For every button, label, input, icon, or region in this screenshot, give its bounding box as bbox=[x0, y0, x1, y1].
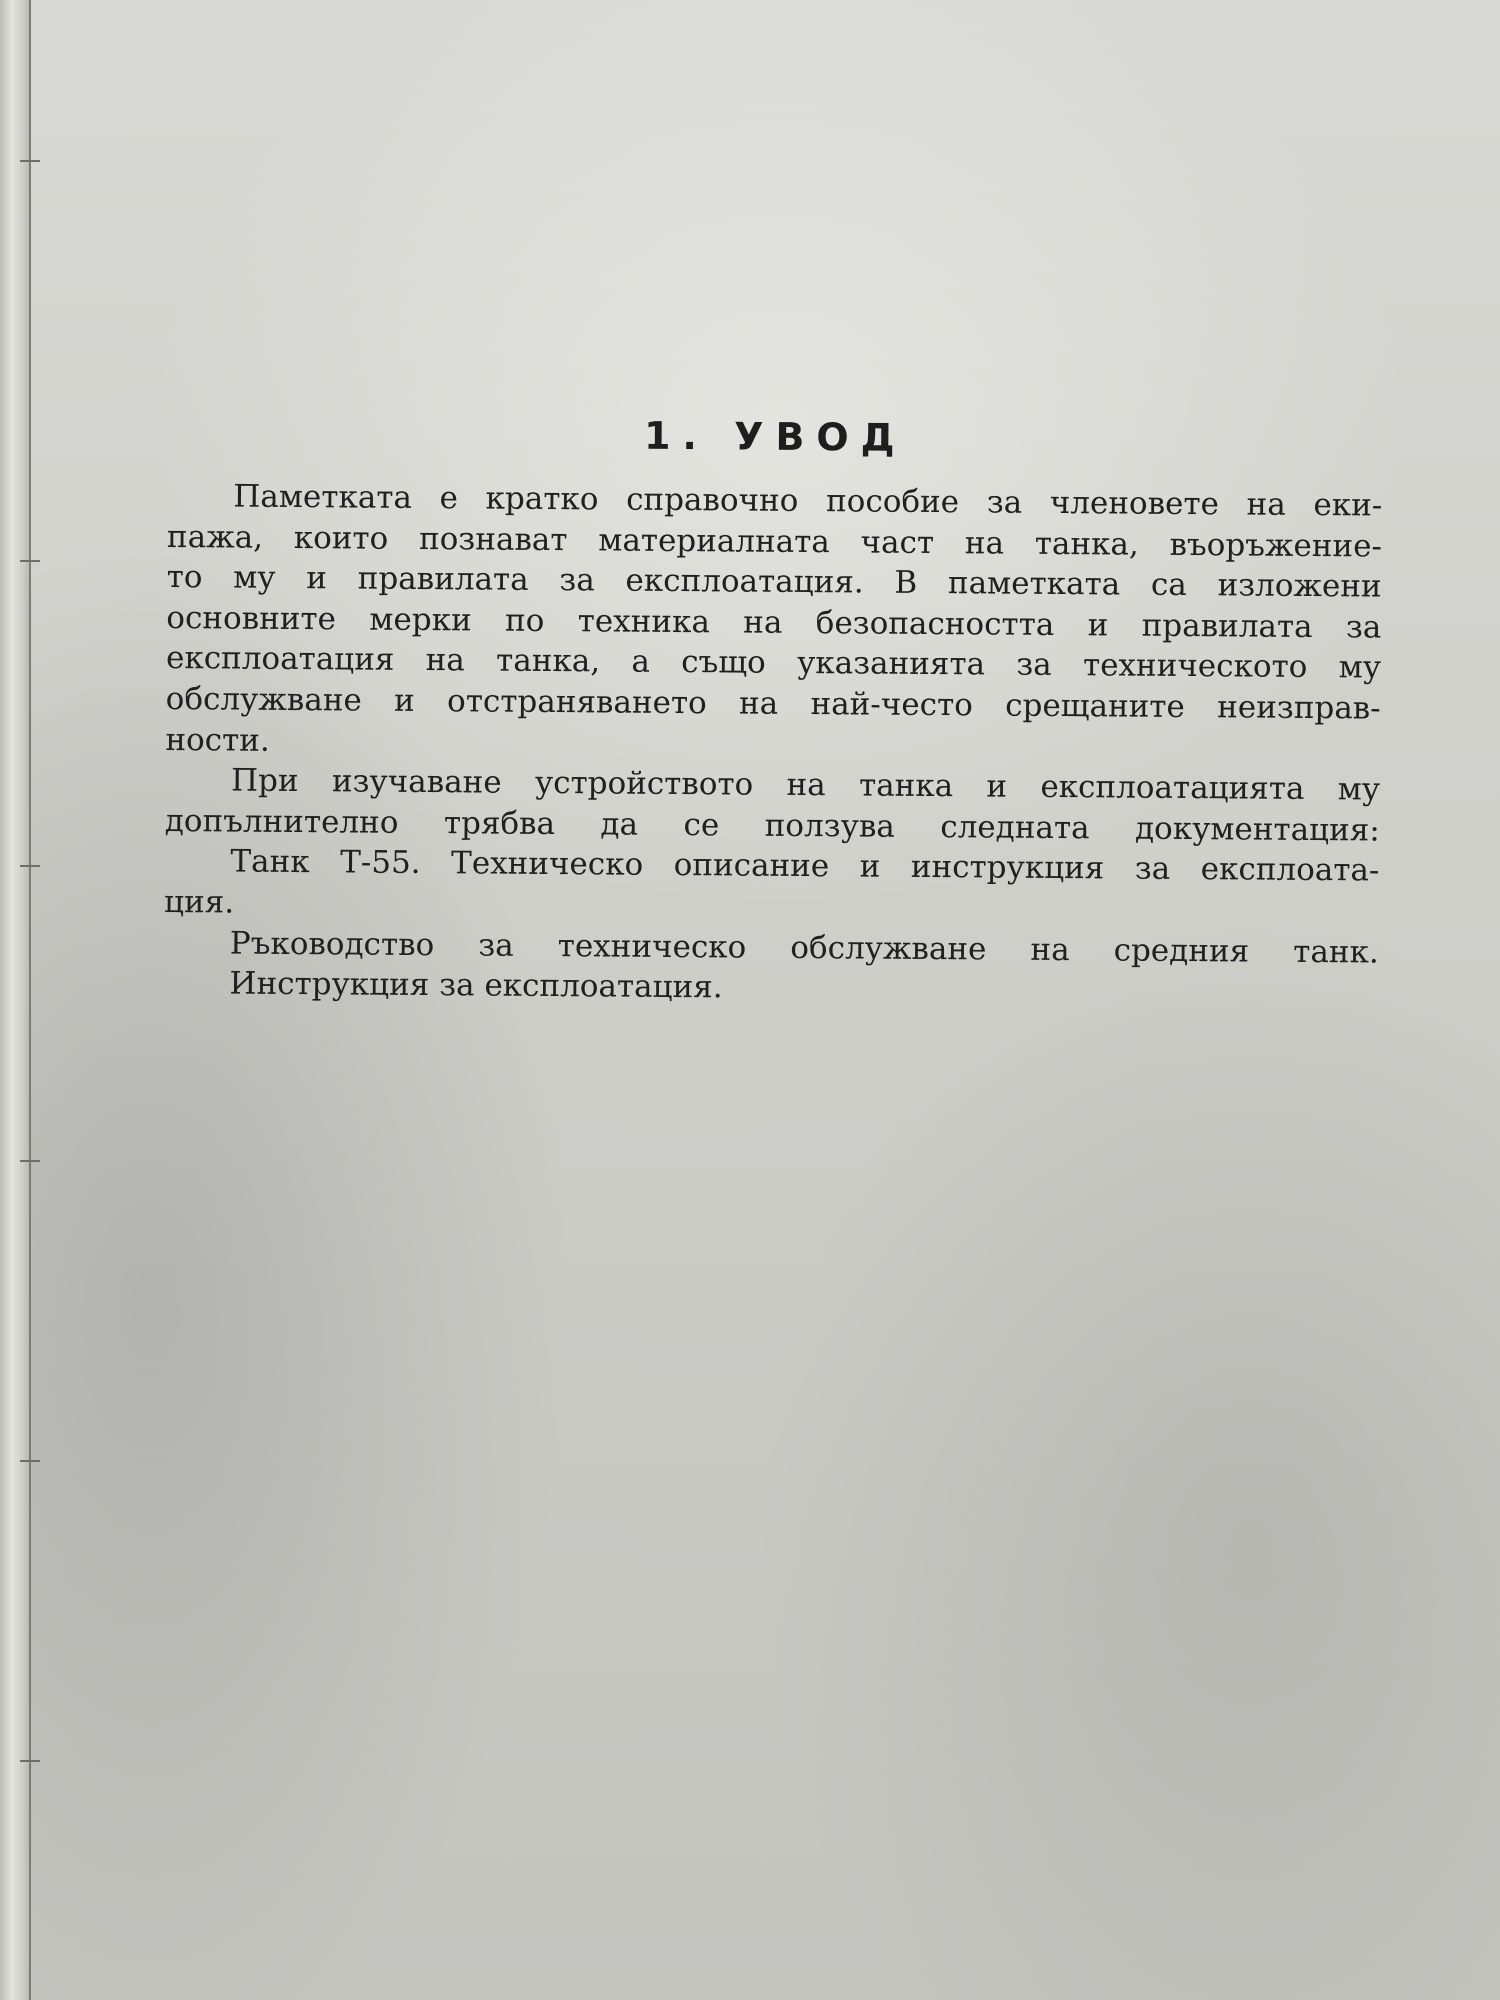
text-line: Инструкция за експлоатация. bbox=[229, 965, 723, 1006]
section-heading: 1. УВОД bbox=[643, 413, 907, 460]
text-line: основните мерки по техника на безопасността и правилата за bbox=[166, 599, 1382, 646]
binding-stitch bbox=[20, 865, 40, 867]
binding-stitch bbox=[20, 1760, 40, 1762]
text-line: При изучаване устройството на танка и експлоатацията му bbox=[230, 762, 1381, 808]
page-text bbox=[163, 410, 1383, 1013]
binding-edge bbox=[29, 0, 31, 2000]
text-line: то му и правилата за експлоатация. В паметката са изложени bbox=[166, 559, 1382, 605]
text-line: обслужване и отстраняването на най-често срещаните неизправ- bbox=[165, 680, 1381, 727]
text-line: допълнително трябва да се ползува следната документация: bbox=[164, 802, 1380, 849]
paragraph-documentation bbox=[165, 760, 1381, 851]
text-line: експлоатация на танка, а също указанията за техническото му bbox=[165, 640, 1382, 686]
text-line: Ръководство за техническо обслужване на средния танк. bbox=[229, 925, 1379, 971]
text-line: пажа, които познават материалната част на танка, въоръжение- bbox=[166, 518, 1383, 565]
paragraph-reference-2 bbox=[163, 923, 1379, 1014]
text-line: ности. bbox=[165, 721, 270, 759]
binding-stitch bbox=[20, 560, 40, 562]
paragraph-reference-1 bbox=[164, 841, 1380, 932]
page-binding bbox=[0, 0, 30, 2000]
text-line: ция. bbox=[163, 883, 235, 921]
text-line: Паметката е кратко справочно пособие за членовете на еки- bbox=[233, 478, 1383, 524]
binding-stitch bbox=[20, 1460, 40, 1462]
paragraph-intro bbox=[165, 476, 1382, 770]
binding-stitch bbox=[20, 1160, 40, 1162]
text-line: Танк Т-55. Техническо описание и инструкция за експлоата- bbox=[230, 843, 1380, 889]
binding-stitch bbox=[20, 160, 40, 162]
